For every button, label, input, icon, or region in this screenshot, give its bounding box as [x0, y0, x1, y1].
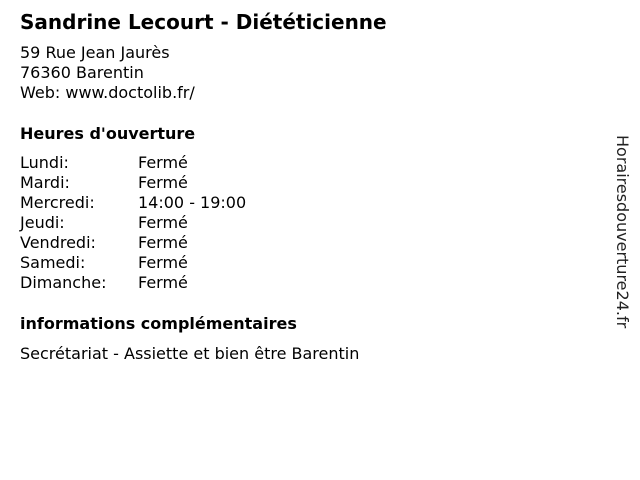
business-address	[20, 43, 195, 103]
website-link[interactable]: Web: www.doctolib.fr/	[20, 83, 195, 102]
day-hours: Fermé	[138, 233, 188, 252]
business-name: Sandrine Lecourt - Diététicienne	[20, 10, 387, 34]
address-city: 76360 Barentin	[20, 63, 144, 82]
day-hours: Fermé	[138, 253, 188, 272]
day-hours: Fermé	[138, 273, 188, 292]
hours-row-samedi	[20, 253, 320, 273]
day-label: Dimanche:	[20, 273, 107, 292]
day-label: Mercredi:	[20, 193, 95, 212]
site-watermark: Horairesdouverture24.fr	[613, 135, 632, 329]
additional-info-text: Secrétariat - Assiette et bien être Barentin	[20, 344, 360, 363]
hours-row-mercredi	[20, 193, 320, 213]
hours-row-mardi	[20, 173, 320, 193]
day-label: Samedi:	[20, 253, 86, 272]
day-hours: 14:00 - 19:00	[138, 193, 247, 212]
day-label: Jeudi:	[20, 213, 65, 232]
day-hours: Fermé	[138, 213, 188, 232]
hours-row-dimanche	[20, 273, 320, 293]
opening-hours-heading: Heures d'ouverture	[20, 124, 196, 143]
opening-hours-table	[20, 153, 320, 293]
additional-info-heading: informations complémentaires	[20, 314, 297, 333]
day-label: Mardi:	[20, 173, 70, 192]
day-label: Vendredi:	[20, 233, 96, 252]
hours-row-lundi	[20, 153, 320, 173]
address-street: 59 Rue Jean Jaurès	[20, 43, 170, 62]
hours-row-jeudi	[20, 213, 320, 233]
day-hours: Fermé	[138, 173, 188, 192]
day-hours: Fermé	[138, 153, 188, 172]
day-label: Lundi:	[20, 153, 69, 172]
hours-row-vendredi	[20, 233, 320, 253]
